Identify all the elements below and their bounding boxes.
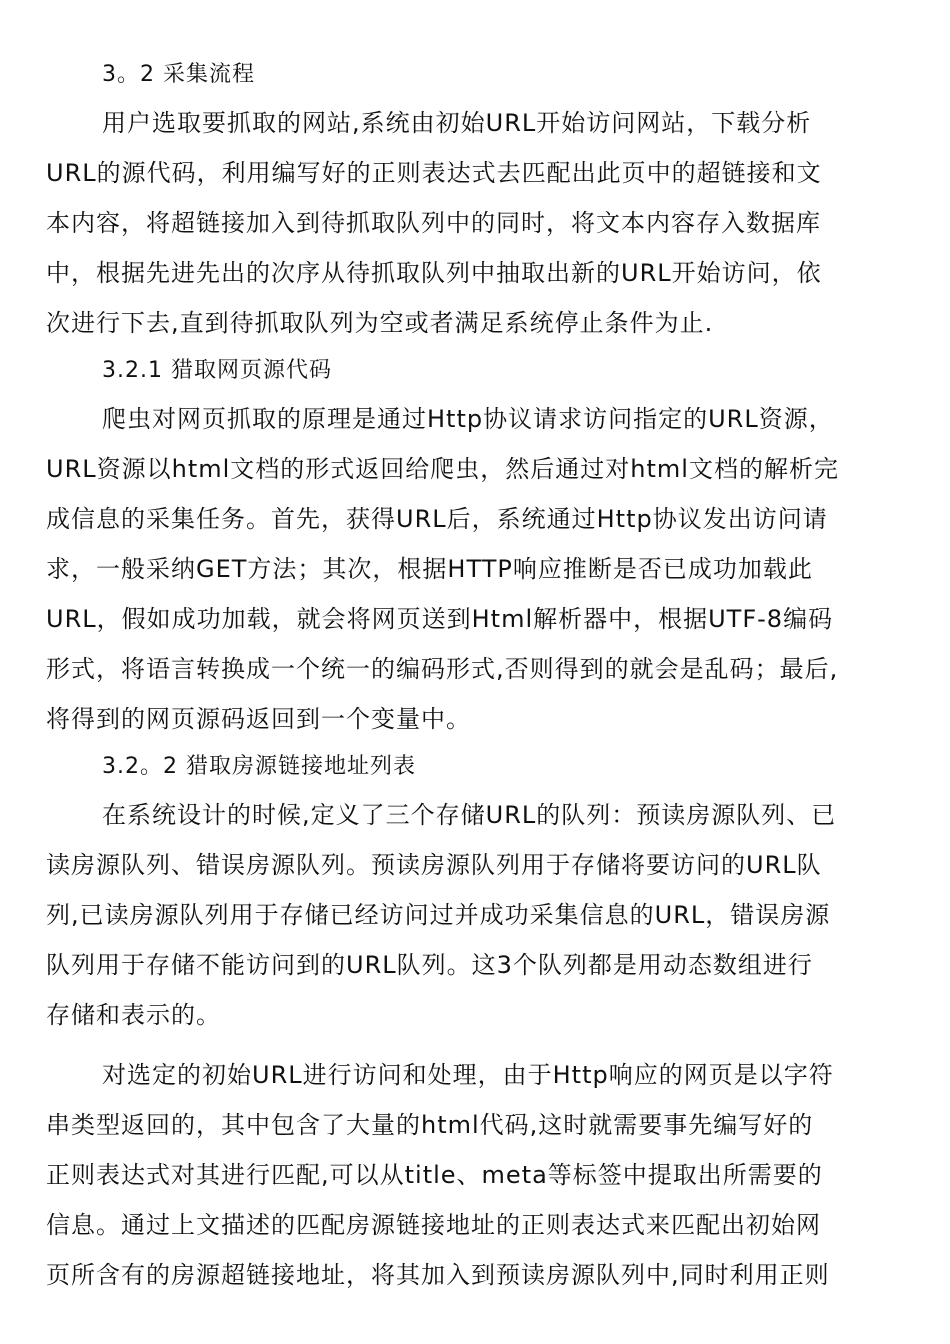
paragraph-line: 次进行下去,直到待抓取队列为空或者满足系统停止条件为止.	[46, 309, 714, 337]
paragraph-line: URL资源以html文档的形式返回给爬虫，然后通过对html文档的解析完	[46, 455, 839, 483]
paragraph-line: 将得到的网页源码返回到一个变量中。	[46, 705, 471, 733]
paragraph-line: 串类型返回的，其中包含了大量的html代码,这时就需要事先编写好的	[46, 1111, 814, 1139]
paragraph-line: 队列用于存储不能访问到的URL队列。这3个队列都是用动态数组进行	[46, 951, 813, 979]
section-heading-3-2-1: 3.2.1 猎取网页源代码	[102, 358, 332, 383]
paragraph-line: 成信息的采集任务。首先，获得URL后，系统通过Http协议发出访问请	[46, 505, 828, 533]
paragraph-line: URL的源代码，利用编写好的正则表达式去匹配出此页中的超链接和文	[46, 159, 822, 187]
paragraph-line: 本内容，将超链接加入到待抓取队列中的同时，将文本内容存入数据库	[46, 209, 821, 237]
paragraph-line: 对选定的初始URL进行访问和处理，由于Http响应的网页是以字符	[102, 1061, 834, 1089]
paragraph-line: 页所含有的房源超链接地址，将其加入到预读房源队列中,同时利用正则	[46, 1261, 830, 1289]
paragraph-line: 列,已读房源队列用于存储已经访问过并成功采集信息的URL，错误房源	[46, 901, 831, 929]
paragraph-line: 中，根据先进先出的次序从待抓取队列中抽取出新的URL开始访问，依	[46, 259, 822, 287]
paragraph-line: 在系统设计的时候,定义了三个存储URL的队列：预读房源队列、已	[102, 801, 837, 829]
paragraph-line: URL，假如成功加载，就会将网页送到Html解析器中，根据UTF-8编码	[46, 605, 834, 633]
paragraph-line: 读房源队列、错误房源队列。预读房源队列用于存储将要访问的URL队	[46, 851, 822, 879]
paragraph-line: 正则表达式对其进行匹配,可以从title、meta等标签中提取出所需要的	[46, 1161, 823, 1189]
section-heading-3-2-2: 3.2。2 猎取房源链接地址列表	[102, 754, 416, 779]
paragraph-line: 求，一般采纳GET方法；其次，根据HTTP响应推断是否已成功加载此	[46, 555, 813, 583]
paragraph-line: 用户选取要抓取的网站,系统由初始URL开始访问网站，下载分析	[102, 109, 812, 137]
section-heading-3-2: 3。2 采集流程	[102, 62, 255, 87]
paragraph-gap	[46, 1040, 910, 1050]
paragraph-line: 形式，将语言转换成一个统一的编码形式,否则得到的就会是乱码；最后,	[46, 655, 839, 683]
paragraph-line: 信息。通过上文描述的匹配房源链接地址的正则表达式来匹配出初始网	[46, 1211, 821, 1239]
paragraph-line: 存储和表示的。	[46, 1001, 221, 1029]
paragraph-line: 爬虫对网页抓取的原理是通过Http协议请求访问指定的URL资源，	[102, 405, 834, 433]
